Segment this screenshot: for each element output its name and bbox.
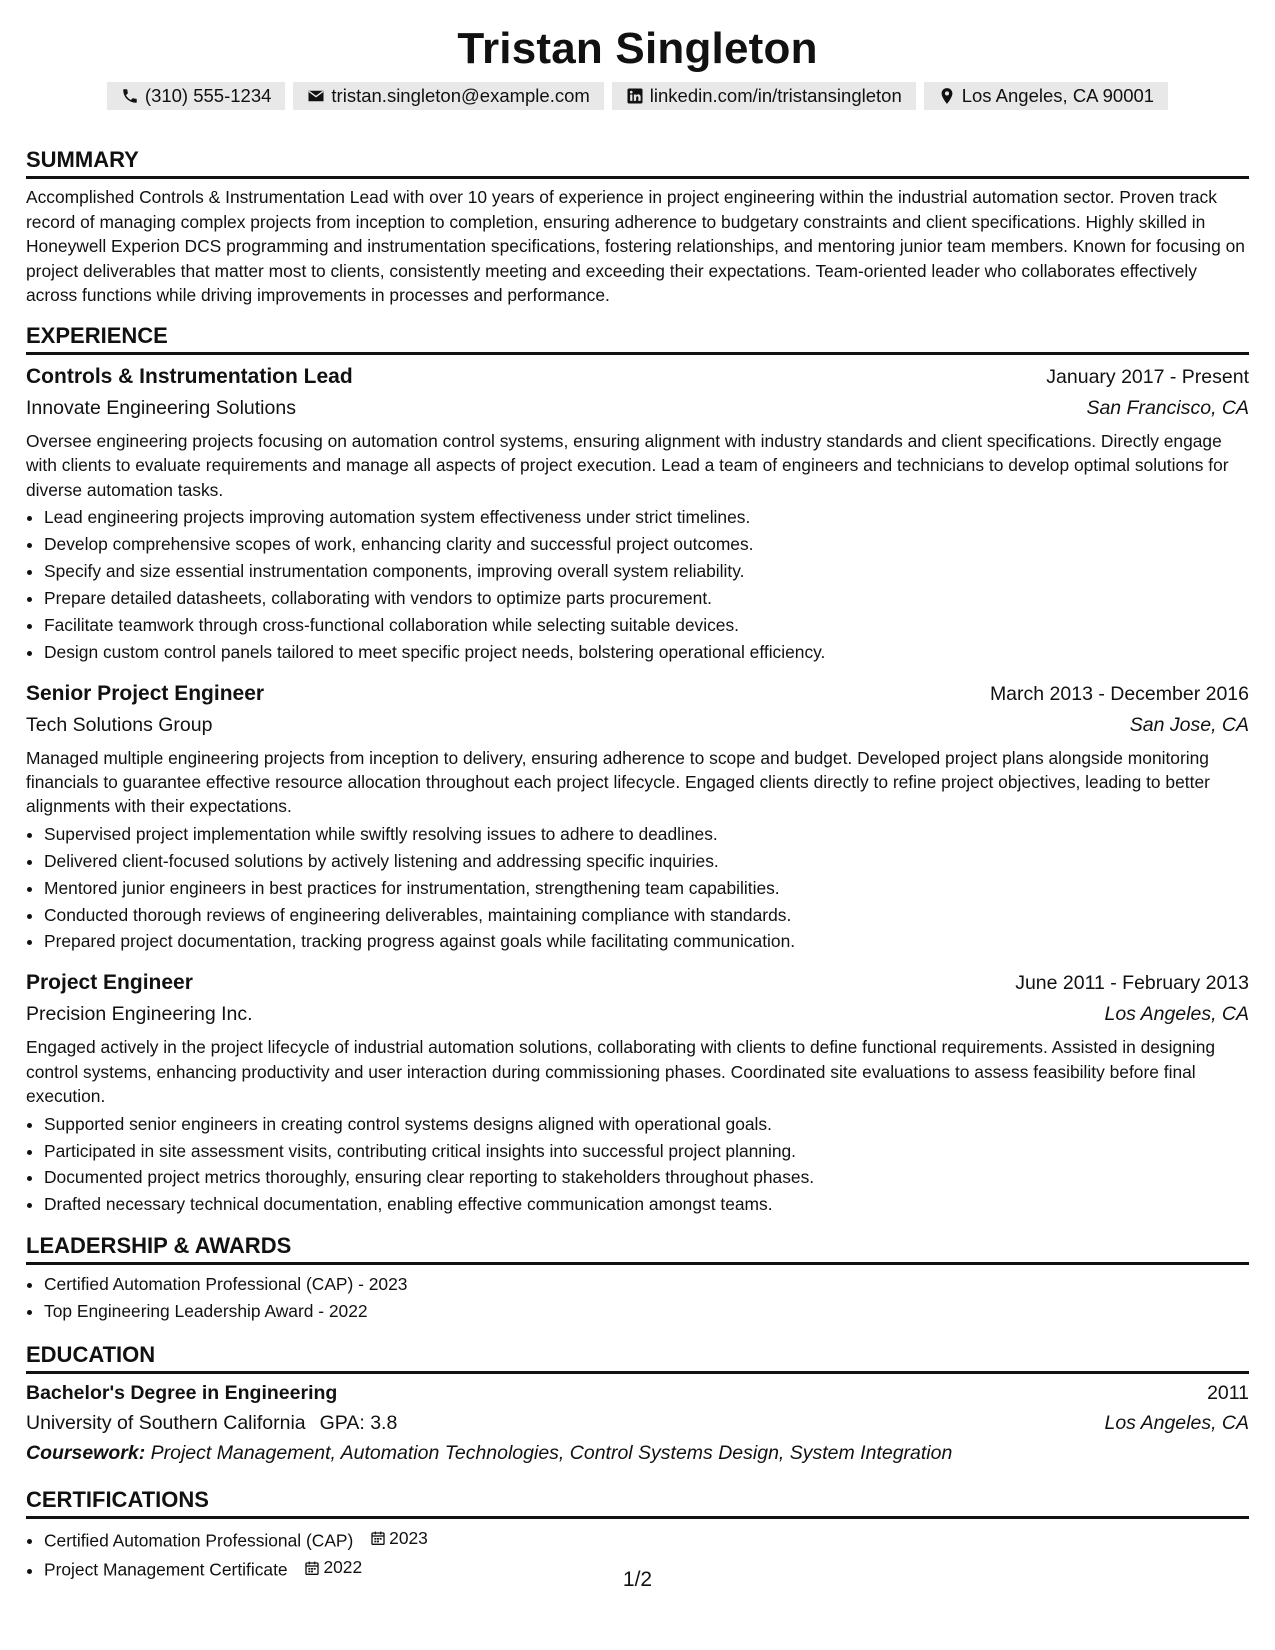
school-name: University of Southern California — [26, 1412, 306, 1435]
contact-linkedin-text: linkedin.com/in/tristansingleton — [649, 85, 902, 106]
envelope-icon — [307, 87, 325, 105]
job-dates: January 2017 - Present — [1046, 365, 1249, 388]
job-dates: June 2011 - February 2013 — [1015, 972, 1249, 995]
coursework-list: Project Management, Automation Technologies, Control Systems Design, System Integration — [150, 1442, 953, 1465]
list-item: • Top Engineering Leadership Award - 2022 — [44, 1298, 1249, 1325]
company-name: Innovate Engineering Solutions — [26, 396, 296, 419]
list-item: • Supervised project implementation while swiftly resolving issues to adhere to deadlines. — [44, 821, 1249, 848]
contact-email-text: tristan.singleton@example.com — [331, 85, 590, 106]
contact-phone[interactable] — [107, 82, 286, 110]
job-description: Oversee engineering projects focusing on automation control systems, ensuring alignment with industry standards and client specifications. Directly engage with clients to evaluate requirements and manage all aspects of project execution. Lead a team of engineers and technicians to develop optimal solutions for diverse automation tasks. — [26, 430, 1229, 500]
school-line — [26, 1408, 397, 1438]
job-description: Engaged actively in the project lifecycle of industrial automation solutions, collaborating with clients to define functional requirements. Assisted in designing control systems, enhancing productivity and user interaction during commissioning phases. Coordinated site evaluations to assess feasibility before final execution. — [26, 1037, 1216, 1107]
contact-bar — [26, 82, 1249, 110]
gpa: GPA: 3.8 — [319, 1412, 398, 1435]
job-dates: March 2013 - December 2016 — [989, 682, 1249, 705]
education-section — [26, 1341, 1249, 1468]
list-item: • Specify and size essential instrumentation components, improving overall system reliability. — [44, 558, 1249, 585]
list-item: • Prepare detailed datasheets, collaborating with vendors to optimize parts procurement. — [44, 585, 1249, 612]
job-location: San Jose, CA — [1129, 713, 1249, 736]
list-item: • Facilitate teamwork through cross-functional collaboration while selecting suitable devices. — [44, 612, 1249, 639]
company-name: Precision Engineering Inc. — [26, 1003, 253, 1026]
certification-name: Project Management Certificate — [44, 1559, 288, 1580]
leadership-section — [26, 1232, 1249, 1325]
phone-icon — [121, 87, 139, 105]
summary-text: Accomplished Controls & Instrumentation Lead with over 10 years of experience in project engineering within the industrial automation sector. Proven track record of managing complex projects from inception to completion, ensuring adherence to budgetary constraints and client specifications. Highly skilled in Honeywell Experion DCS programming and instrumentation specifications, fostering relationships, and mentoring junior team members. Known for focusing on project deliverables that matter most to clients, consistently meeting and exceeding their expectations. Team-oriented leader who collaborates effectively across functions while driving improvements in processes and performance. — [26, 187, 1245, 306]
list-item: • Prepared project documentation, tracking progress against goals while facilitating communication. — [44, 928, 1249, 955]
contact-location-text: Los Angeles, CA 90001 — [961, 85, 1155, 106]
list-item: • Participated in site assessment visits, contributing critical insights into successful project planning. — [44, 1138, 1249, 1165]
list-item: • Develop comprehensive scopes of work, enhancing clarity and successful project outcomes. — [44, 531, 1249, 558]
list-item: • Supported senior engineers in creating control systems designs aligned with operational goals. — [44, 1111, 1249, 1138]
school-location: Los Angeles, CA — [1104, 1412, 1249, 1435]
linkedin-icon — [626, 87, 644, 105]
certification-name: Certified Automation Professional (CAP) — [44, 1530, 354, 1551]
map-pin-icon — [938, 87, 956, 105]
job-location: San Francisco, CA — [1086, 396, 1249, 419]
coursework-label: Coursework: — [26, 1442, 146, 1465]
certification-date — [370, 1525, 428, 1552]
list-item: • Delivered client-focused solutions by actively listening and addressing specific inquiries. — [44, 848, 1249, 875]
list-item: • Design custom control panels tailored to meet specific project needs, bolstering operational efficiency. — [44, 639, 1249, 666]
degree-name: Bachelor's Degree in Engineering — [26, 1382, 338, 1405]
list-item — [44, 1525, 1249, 1554]
certification-year: 2022 — [323, 1557, 363, 1578]
section-title: LEADERSHIP & AWARDS — [26, 1232, 1249, 1265]
resume-page — [26, 0, 1249, 1584]
section-title: EXPERIENCE — [26, 322, 1249, 355]
company-name: Tech Solutions Group — [26, 713, 213, 736]
experience-section — [26, 322, 1249, 1218]
certification-year: 2023 — [389, 1528, 428, 1549]
contact-location — [924, 82, 1168, 110]
contact-linkedin[interactable] — [612, 82, 916, 110]
page-number: 1/2 — [622, 1568, 653, 1591]
list-item: • Lead engineering projects improving automation system effectiveness under strict timelines. — [44, 504, 1249, 531]
job-bullets — [26, 504, 1249, 665]
summary-section — [26, 146, 1249, 308]
candidate-name: Tristan Singleton — [457, 24, 818, 73]
section-title: CERTIFICATIONS — [26, 1486, 1249, 1519]
job-location: Los Angeles, CA — [1104, 1003, 1249, 1026]
section-title: SUMMARY — [26, 146, 1249, 179]
job-entry — [26, 361, 1249, 666]
job-entry — [26, 678, 1249, 956]
job-bullets — [26, 821, 1249, 956]
job-description: Managed multiple engineering projects from inception to delivery, ensuring adherence to scope and budget. Developed project plans alongside monitoring financials to guarantee effective resource allocation throughout each project lifecycle. Engaged clients directly to refine project objectives, leading to better alignments with their expectations. — [26, 747, 1210, 817]
list-item: • Conducted thorough reviews of engineering deliverables, maintaining compliance with standards. — [44, 902, 1249, 929]
contact-email[interactable] — [293, 82, 603, 110]
contact-phone-text: (310) 555-1234 — [144, 85, 272, 106]
section-title: EDUCATION — [26, 1341, 1249, 1374]
list-item: • Mentored junior engineers in best practices for instrumentation, strengthening team capabilities. — [44, 875, 1249, 902]
job-title: Project Engineer — [26, 971, 193, 995]
awards-list — [26, 1271, 1249, 1325]
list-item: • Documented project metrics thoroughly, ensuring clear reporting to stakeholders throughout phases. — [44, 1164, 1249, 1191]
job-title: Senior Project Engineer — [26, 681, 265, 705]
list-item: • Certified Automation Professional (CAP) - 2023 — [44, 1271, 1249, 1298]
calendar-icon — [370, 1530, 386, 1546]
graduation-year: 2011 — [1207, 1382, 1249, 1405]
coursework — [26, 1438, 1249, 1468]
job-title: Controls & Instrumentation Lead — [26, 364, 353, 388]
job-entry — [26, 967, 1249, 1218]
job-bullets — [26, 1111, 1249, 1219]
list-item: • Drafted necessary technical documentation, enabling effective communication amongst teams. — [44, 1191, 1249, 1218]
